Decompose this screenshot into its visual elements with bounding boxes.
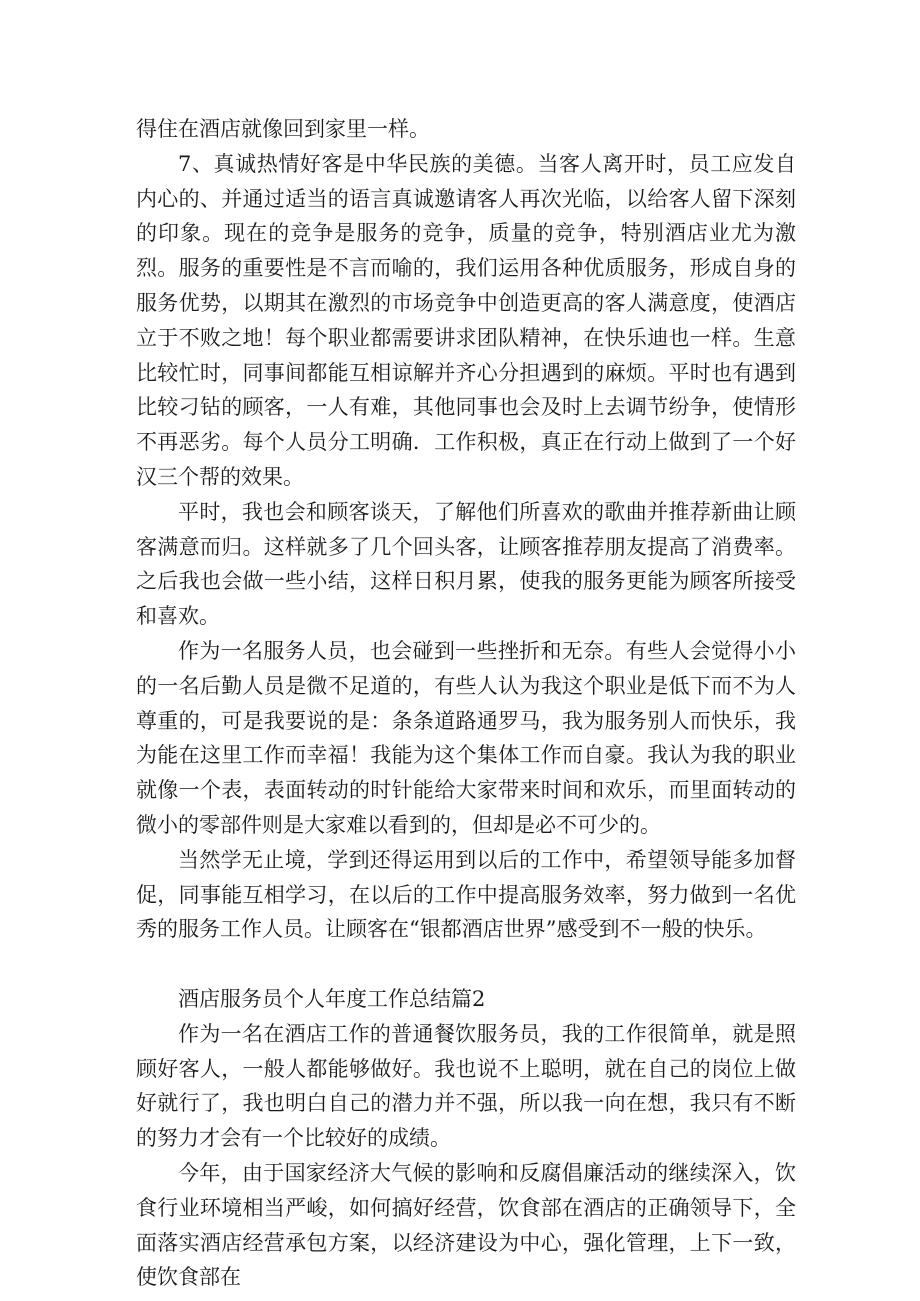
document-body (136, 112, 796, 1295)
paragraph-this-year: 今年，由于国家经济大气候的影响和反腐倡廉活动的继续深入，饮食行业环境相当严峻，如何搞好经营，饮食部在酒店的正确领导下，全面落实酒店经营承包方案，以经济建设为中心，强化管理，上下一致，使饮食部在 (136, 1160, 796, 1290)
paragraph-ordinary-waiter: 作为一名在酒店工作的普通餐饮服务员，我的工作很简单，就是照顾好客人，一般人都能够做好。我也说不上聪明，就在自己的岗位上做好就行了，我也明白自己的潜力并不强，所以我一向在想，我只有不断的努力才会有一个比较好的成绩。 (136, 1021, 796, 1151)
continuation-paragraph: 得住在酒店就像回到家里一样。 (136, 117, 430, 141)
paragraph-chat-with-customers: 平时，我也会和顾客谈天，了解他们所喜欢的歌曲并推荐新曲让顾客满意而归。这样就多了几个回头客，让顾客推荐朋友提高了消费率。之后我也会做一些小结，这样日积月累，使我的服务更能为顾客所接受和喜欢。 (136, 499, 796, 629)
section-title: 酒店服务员个人年度工作总结篇2 (178, 986, 486, 1011)
paragraph-service-staff: 作为一名服务人员，也会碰到一些挫折和无奈。有些人会觉得小小的一名后勤人员是微不足道的，有些人认为我这个职业是低下而不为人尊重的，可是我要说的是：条条道路通罗马，我为服务别人而快乐，我为能在这里工作而幸福！我能为这个集体工作而自豪。我认为我的职业就像一个表，表面转动的时针能给大家带来时间和欢乐，而里面转动的微小的零部件则是大家难以看到的，但却是必不可少的。 (136, 638, 796, 837)
paragraph-item-7: 7、真诚热情好客是中华民族的美德。当客人离开时，员工应发自内心的、并通过适当的语言真诚邀请客人再次光临，以给客人留下深刻的印象。现在的竞争是服务的竞争，质量的竞争，特别酒店业尤为激烈。服务的重要性是不言而喻的，我们运用各种优质服务，形成自身的服务优势，以期其在激烈的市场竞争中创造更高的客人满意度，使酒店立于不败之地！每个职业都需要讲求团队精神，在快乐迪也一样。生意比较忙时，同事间都能互相谅解并齐心分担遇到的麻烦。平时也有遇到比较刁钻的顾客，一人有难，其他同事也会及时上去调节纷争，使情形不再恶劣。每个人员分工明确．工作积极，真正在行动上做到了一个好汉三个帮的效果。 (136, 151, 796, 489)
paragraph-learning: 当然学无止境，学到还得运用到以后的工作中，希望领导能多加督促，同事能互相学习，在以后的工作中提高服务效率，努力做到一名优秀的服务工作人员。让顾客在“银都酒店世界”感受到不一般的快乐。 (136, 847, 796, 942)
